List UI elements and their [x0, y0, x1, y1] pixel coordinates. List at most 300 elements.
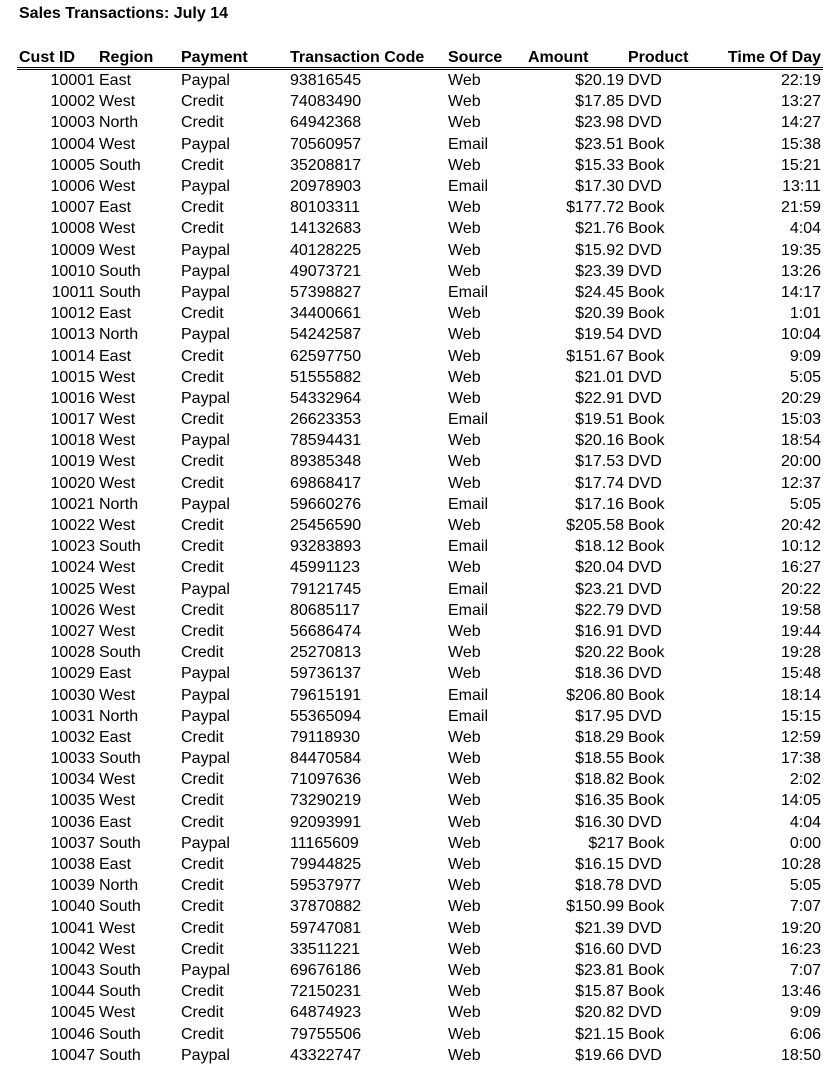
cell-region: North	[99, 495, 139, 513]
cell-transaction-code: 25270813	[290, 644, 362, 662]
cell-source: Email	[448, 707, 489, 725]
cell-transaction-code: 37870882	[290, 898, 362, 916]
column-header-time-of-day: Time Of Day	[709, 46, 823, 69]
table-row	[17, 748, 823, 769]
cell-amount: $20.04	[575, 559, 624, 577]
cell-region: South	[99, 983, 141, 1001]
table-row	[17, 769, 823, 790]
column-header-product: Product	[626, 46, 709, 69]
cell-amount: $16.91	[575, 622, 624, 640]
cell-source: Web	[448, 305, 481, 323]
cell-product: Book	[628, 305, 665, 323]
cell-transaction-code: 79944825	[290, 856, 362, 874]
cell-transaction-code: 72150231	[290, 983, 362, 1001]
cell-amount: $151.67	[566, 347, 624, 365]
cell-payment: Credit	[181, 305, 224, 323]
table-row	[17, 409, 823, 430]
cell-amount: $23.81	[575, 961, 624, 979]
cell-source: Web	[448, 453, 481, 471]
table-row	[17, 451, 823, 472]
cell-region: West	[99, 686, 136, 704]
cell-payment: Credit	[181, 474, 224, 492]
cell-amount: $19.51	[575, 411, 624, 429]
cell-source: Web	[448, 517, 481, 535]
cell-amount: $21.01	[575, 368, 624, 386]
sales-transactions-table	[17, 46, 823, 1066]
cell-time-of-day: 21:59	[780, 199, 821, 217]
cell-product: Book	[628, 961, 665, 979]
cell-time-of-day: 16:23	[780, 940, 821, 958]
cell-region: West	[99, 1004, 136, 1022]
cell-product: Book	[628, 220, 665, 238]
table-row	[17, 727, 823, 748]
cell-time-of-day: 9:09	[789, 1004, 821, 1022]
cell-payment: Credit	[181, 411, 224, 429]
cell-cust-id: 10044	[50, 983, 95, 1001]
cell-amount: $17.30	[575, 178, 624, 196]
cell-time-of-day: 18:54	[780, 432, 821, 450]
table-row	[17, 430, 823, 451]
table-row	[17, 812, 823, 833]
cell-source: Web	[448, 877, 481, 895]
cell-time-of-day: 5:05	[789, 877, 821, 895]
cell-source: Web	[448, 368, 481, 386]
cell-cust-id: 10007	[50, 199, 95, 217]
cell-source: Email	[448, 495, 489, 513]
cell-cust-id: 10036	[50, 813, 95, 831]
cell-payment: Credit	[181, 728, 224, 746]
cell-transaction-code: 79121745	[290, 580, 362, 598]
cell-time-of-day: 15:48	[780, 665, 821, 683]
cell-amount: $23.39	[575, 262, 624, 280]
cell-region: West	[99, 580, 136, 598]
cell-region: West	[99, 453, 136, 471]
cell-transaction-code: 43322747	[290, 1046, 362, 1064]
cell-time-of-day: 1:01	[789, 305, 821, 323]
cell-cust-id: 10035	[50, 792, 95, 810]
table-row	[17, 960, 823, 981]
cell-product: Book	[628, 644, 665, 662]
cell-product: DVD	[628, 1004, 662, 1022]
cell-cust-id: 10008	[50, 220, 95, 238]
table-row	[17, 1002, 823, 1023]
cell-product: DVD	[628, 665, 662, 683]
cell-product: Book	[628, 347, 665, 365]
cell-product: Book	[628, 898, 665, 916]
cell-region: North	[99, 707, 139, 725]
cell-payment: Paypal	[181, 326, 230, 344]
cell-payment: Credit	[181, 199, 224, 217]
cell-transaction-code: 56686474	[290, 622, 362, 640]
cell-time-of-day: 20:00	[780, 453, 821, 471]
cell-payment: Credit	[181, 1025, 224, 1043]
cell-payment: Credit	[181, 114, 224, 132]
cell-transaction-code: 54242587	[290, 326, 362, 344]
cell-transaction-code: 71097636	[290, 771, 362, 789]
cell-transaction-code: 55365094	[290, 707, 362, 725]
cell-cust-id: 10037	[50, 834, 95, 852]
table-row	[17, 536, 823, 557]
cell-payment: Credit	[181, 93, 224, 111]
cell-time-of-day: 15:38	[780, 135, 821, 153]
cell-region: South	[99, 1025, 141, 1043]
cell-source: Web	[448, 644, 481, 662]
cell-amount: $15.92	[575, 241, 624, 259]
cell-region: South	[99, 283, 141, 301]
cell-time-of-day: 15:03	[780, 411, 821, 429]
cell-cust-id: 10012	[50, 305, 95, 323]
page-title: Sales Transactions: July 14	[19, 5, 228, 22]
cell-time-of-day: 4:04	[789, 813, 821, 831]
cell-region: East	[99, 72, 132, 90]
cell-region: East	[99, 347, 132, 365]
cell-cust-id: 10043	[50, 961, 95, 979]
cell-transaction-code: 57398827	[290, 283, 362, 301]
cell-cust-id: 10019	[50, 453, 95, 471]
cell-payment: Paypal	[181, 580, 230, 598]
cell-time-of-day: 17:38	[780, 750, 821, 768]
cell-product: DVD	[628, 368, 662, 386]
cell-transaction-code: 35208817	[290, 156, 362, 174]
table-row	[17, 473, 823, 494]
cell-region: North	[99, 877, 139, 895]
cell-cust-id: 10029	[50, 665, 95, 683]
cell-source: Web	[448, 665, 481, 683]
cell-payment: Paypal	[181, 686, 230, 704]
cell-transaction-code: 79118930	[290, 728, 360, 746]
cell-source: Web	[448, 983, 481, 1001]
cell-source: Web	[448, 199, 481, 217]
cell-source: Email	[448, 601, 489, 619]
cell-payment: Paypal	[181, 178, 230, 196]
cell-source: Web	[448, 474, 481, 492]
cell-payment: Paypal	[181, 961, 230, 979]
cell-transaction-code: 51555882	[290, 368, 362, 386]
cell-transaction-code: 78594431	[290, 432, 362, 450]
cell-product: Book	[628, 834, 665, 852]
cell-region: South	[99, 1046, 141, 1064]
cell-amount: $16.60	[575, 940, 624, 958]
cell-payment: Credit	[181, 368, 224, 386]
cell-transaction-code: 33511221	[290, 940, 360, 958]
table-row	[17, 261, 823, 282]
table-row	[17, 494, 823, 515]
cell-cust-id: 10032	[50, 728, 95, 746]
table-body	[17, 69, 823, 1066]
cell-source: Web	[448, 262, 481, 280]
cell-time-of-day: 12:59	[780, 728, 821, 746]
cell-time-of-day: 13:46	[780, 983, 821, 1001]
cell-transaction-code: 73290219	[290, 792, 362, 810]
cell-amount: $21.76	[575, 220, 624, 238]
table-row	[17, 621, 823, 642]
column-header-source: Source	[446, 46, 526, 69]
cell-amount: $150.99	[566, 898, 624, 916]
cell-cust-id: 10039	[50, 877, 95, 895]
cell-transaction-code: 79755506	[290, 1025, 362, 1043]
table-row	[17, 303, 823, 324]
cell-payment: Credit	[181, 877, 224, 895]
cell-source: Web	[448, 72, 481, 90]
cell-transaction-code: 20978903	[290, 178, 362, 196]
cell-region: West	[99, 389, 136, 407]
cell-amount: $20.16	[575, 432, 624, 450]
cell-payment: Credit	[181, 538, 224, 556]
cell-cust-id: 10031	[50, 707, 95, 725]
cell-product: Book	[628, 135, 665, 153]
cell-cust-id: 10001	[50, 72, 95, 90]
cell-transaction-code: 45991123	[290, 559, 360, 577]
cell-time-of-day: 2:02	[789, 771, 821, 789]
cell-product: Book	[628, 792, 665, 810]
cell-amount: $19.54	[575, 326, 624, 344]
cell-product: DVD	[628, 1046, 662, 1064]
cell-amount: $17.95	[575, 707, 624, 725]
cell-source: Web	[448, 750, 481, 768]
cell-time-of-day: 10:12	[780, 538, 821, 556]
cell-time-of-day: 14:27	[780, 114, 821, 132]
cell-product: DVD	[628, 474, 662, 492]
cell-time-of-day: 15:21	[780, 156, 821, 174]
cell-region: South	[99, 898, 141, 916]
cell-source: Web	[448, 834, 481, 852]
cell-region: West	[99, 940, 136, 958]
cell-payment: Paypal	[181, 665, 230, 683]
cell-time-of-day: 7:07	[789, 961, 821, 979]
cell-payment: Paypal	[181, 750, 230, 768]
cell-transaction-code: 62597750	[290, 347, 362, 365]
cell-cust-id: 10017	[50, 411, 95, 429]
cell-amount: $23.51	[575, 135, 624, 153]
cell-time-of-day: 12:37	[780, 474, 821, 492]
cell-time-of-day: 0:00	[789, 834, 821, 852]
cell-amount: $18.12	[575, 538, 624, 556]
cell-transaction-code: 59660276	[290, 495, 362, 513]
cell-amount: $20.39	[575, 305, 624, 323]
cell-cust-id: 10026	[50, 601, 95, 619]
cell-amount: $20.82	[575, 1004, 624, 1022]
cell-product: DVD	[628, 919, 662, 937]
table-row	[17, 1045, 823, 1066]
cell-time-of-day: 22:19	[780, 72, 821, 90]
cell-cust-id: 10010	[50, 262, 95, 280]
cell-payment: Paypal	[181, 72, 230, 90]
cell-cust-id: 10004	[50, 135, 95, 153]
cell-cust-id: 10024	[50, 559, 95, 577]
table-row	[17, 218, 823, 239]
cell-cust-id: 10045	[50, 1004, 95, 1022]
table-row	[17, 367, 823, 388]
cell-transaction-code: 64874923	[290, 1004, 362, 1022]
cell-payment: Credit	[181, 792, 224, 810]
table-row	[17, 557, 823, 578]
cell-cust-id: 10038	[50, 856, 95, 874]
cell-payment: Paypal	[181, 389, 230, 407]
cell-product: DVD	[628, 262, 662, 280]
table-row	[17, 176, 823, 197]
cell-time-of-day: 5:05	[789, 495, 821, 513]
cell-cust-id: 10027	[50, 622, 95, 640]
cell-region: West	[99, 601, 136, 619]
cell-product: DVD	[628, 453, 662, 471]
cell-transaction-code: 79615191	[290, 686, 362, 704]
cell-source: Web	[448, 93, 481, 111]
table-row	[17, 91, 823, 112]
cell-transaction-code: 69676186	[290, 961, 362, 979]
table-row	[17, 918, 823, 939]
cell-payment: Paypal	[181, 432, 230, 450]
cell-amount: $18.82	[575, 771, 624, 789]
cell-region: West	[99, 622, 136, 640]
cell-payment: Paypal	[181, 241, 230, 259]
cell-amount: $18.36	[575, 665, 624, 683]
cell-payment: Paypal	[181, 707, 230, 725]
cell-source: Email	[448, 178, 489, 196]
cell-source: Web	[448, 856, 481, 874]
cell-time-of-day: 19:20	[780, 919, 821, 937]
cell-source: Web	[448, 622, 481, 640]
cell-cust-id: 10041	[50, 919, 95, 937]
cell-amount: $22.79	[575, 601, 624, 619]
cell-cust-id: 10018	[50, 432, 95, 450]
cell-region: South	[99, 644, 141, 662]
cell-amount: $16.30	[575, 813, 624, 831]
cell-transaction-code: 59537977	[290, 877, 362, 895]
cell-region: West	[99, 517, 136, 535]
cell-time-of-day: 10:28	[780, 856, 821, 874]
table-row	[17, 345, 823, 366]
cell-region: West	[99, 178, 136, 196]
cell-region: West	[99, 241, 136, 259]
cell-product: DVD	[628, 813, 662, 831]
cell-region: South	[99, 834, 141, 852]
cell-region: West	[99, 559, 136, 577]
cell-amount: $17.16	[575, 495, 624, 513]
cell-source: Email	[448, 411, 489, 429]
cell-region: East	[99, 813, 132, 831]
cell-transaction-code: 84470584	[290, 750, 362, 768]
cell-source: Email	[448, 686, 489, 704]
table-header-row	[17, 46, 823, 69]
cell-transaction-code: 26623353	[290, 411, 362, 429]
cell-product: Book	[628, 538, 665, 556]
cell-transaction-code: 69868417	[290, 474, 362, 492]
cell-cust-id: 10009	[50, 241, 95, 259]
cell-amount: $18.29	[575, 728, 624, 746]
cell-cust-id: 10005	[50, 156, 95, 174]
cell-amount: $16.35	[575, 792, 624, 810]
cell-cust-id: 10020	[50, 474, 95, 492]
column-header-region: Region	[97, 46, 179, 69]
cell-amount: $21.15	[575, 1025, 624, 1043]
cell-product: Book	[628, 983, 665, 1001]
cell-payment: Credit	[181, 856, 224, 874]
cell-product: Book	[628, 728, 665, 746]
table-row	[17, 155, 823, 176]
cell-payment: Credit	[181, 453, 224, 471]
cell-payment: Paypal	[181, 495, 230, 513]
table-row	[17, 134, 823, 155]
table-row	[17, 388, 823, 409]
cell-payment: Credit	[181, 559, 224, 577]
cell-amount: $22.91	[575, 389, 624, 407]
cell-source: Email	[448, 283, 489, 301]
cell-cust-id: 10013	[50, 326, 95, 344]
cell-payment: Credit	[181, 898, 224, 916]
cell-transaction-code: 92093991	[290, 813, 362, 831]
cell-transaction-code: 74083490	[290, 93, 362, 111]
cell-region: West	[99, 792, 136, 810]
table-row	[17, 896, 823, 917]
cell-region: West	[99, 919, 136, 937]
cell-payment: Paypal	[181, 135, 230, 153]
cell-time-of-day: 19:58	[780, 601, 821, 619]
cell-product: Book	[628, 495, 665, 513]
cell-source: Web	[448, 241, 481, 259]
cell-cust-id: 10003	[50, 114, 95, 132]
cell-cust-id: 10021	[50, 495, 95, 513]
table-row	[17, 981, 823, 1002]
cell-cust-id: 10002	[50, 93, 95, 111]
column-header-amount: Amount	[526, 46, 626, 69]
cell-region: East	[99, 199, 132, 217]
cell-source: Email	[448, 538, 489, 556]
cell-region: South	[99, 156, 141, 174]
cell-product: Book	[628, 686, 665, 704]
cell-time-of-day: 19:28	[780, 644, 821, 662]
cell-amount: $217	[588, 834, 624, 852]
cell-product: DVD	[628, 559, 662, 577]
cell-product: DVD	[628, 856, 662, 874]
cell-payment: Credit	[181, 644, 224, 662]
cell-product: Book	[628, 411, 665, 429]
cell-product: DVD	[628, 178, 662, 196]
cell-transaction-code: 49073721	[290, 262, 362, 280]
cell-product: Book	[628, 432, 665, 450]
cell-time-of-day: 15:15	[780, 707, 821, 725]
cell-region: West	[99, 135, 136, 153]
cell-product: DVD	[628, 622, 662, 640]
cell-region: East	[99, 305, 132, 323]
cell-product: DVD	[628, 940, 662, 958]
cell-time-of-day: 10:04	[780, 326, 821, 344]
cell-product: Book	[628, 199, 665, 217]
cell-amount: $20.22	[575, 644, 624, 662]
cell-time-of-day: 18:50	[780, 1046, 821, 1064]
cell-source: Web	[448, 1004, 481, 1022]
cell-transaction-code: 11165609	[290, 834, 359, 852]
column-header-payment: Payment	[179, 46, 288, 69]
cell-cust-id: 10034	[50, 771, 95, 789]
table-row	[17, 642, 823, 663]
cell-cust-id: 10040	[50, 898, 95, 916]
cell-payment: Paypal	[181, 262, 230, 280]
cell-transaction-code: 59747081	[290, 919, 362, 937]
cell-transaction-code: 70560957	[290, 135, 362, 153]
table-row	[17, 1023, 823, 1044]
cell-region: South	[99, 750, 141, 768]
cell-cust-id: 10047	[50, 1046, 95, 1064]
table-row	[17, 240, 823, 261]
cell-amount: $23.21	[575, 580, 624, 598]
cell-source: Web	[448, 961, 481, 979]
cell-amount: $17.85	[575, 93, 624, 111]
cell-product: DVD	[628, 72, 662, 90]
table-row	[17, 684, 823, 705]
cell-source: Web	[448, 771, 481, 789]
cell-product: DVD	[628, 241, 662, 259]
cell-payment: Credit	[181, 156, 224, 174]
